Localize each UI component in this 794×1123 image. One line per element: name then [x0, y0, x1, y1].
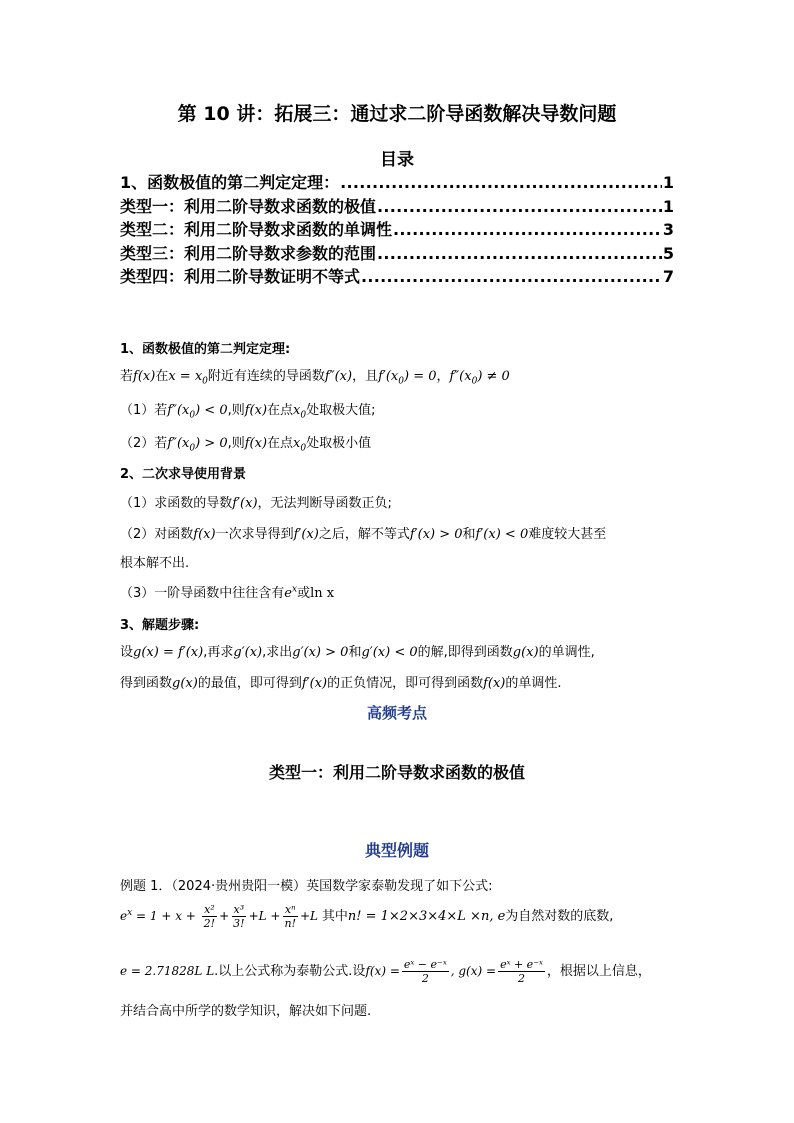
- math-fx: f(x): [133, 369, 156, 384]
- text: 在点: [267, 436, 294, 451]
- section2-item1: [120, 492, 392, 511]
- toc-entry[interactable]: [120, 241, 674, 265]
- toc-entry-label: 1、函数极值的第二判定定理：: [120, 173, 340, 192]
- math-lnx: ln x: [310, 586, 335, 601]
- math-g1x-lt0: g′(x) < 0: [361, 645, 418, 660]
- math-gx: g(x): [512, 645, 539, 660]
- text: ，根据以上信息，: [546, 964, 651, 979]
- text: 为自然对数的底数,: [505, 909, 614, 924]
- math-g1x-gt0: g′(x) > 0: [292, 645, 349, 660]
- text: 若: [120, 369, 134, 384]
- math-text: e: [120, 909, 128, 923]
- toc-leader: [377, 244, 662, 263]
- text: ，: [436, 369, 450, 384]
- math-ex: $e^x$: [284, 584, 298, 601]
- math-x-eq-x0: $x = x_0$: [168, 369, 208, 387]
- example-heading: 典型例题: [364, 841, 429, 860]
- math-taylor-tail: +L: [300, 909, 319, 923]
- math-taylor-plus-l: +L +: [248, 909, 281, 923]
- text: 和: [348, 645, 362, 660]
- math-taylor-left: $e^x$: [120, 908, 133, 923]
- fraction-x3: [231, 903, 246, 930]
- text: 或: [297, 586, 311, 601]
- text: 和: [462, 527, 476, 542]
- math-text: x: [293, 403, 301, 418]
- toc-entry-page: 3: [662, 220, 674, 239]
- text: 之后，解不等式: [318, 527, 410, 542]
- fraction-numerator: x²: [204, 903, 215, 916]
- math-f1x-gt0: f′(x) > 0: [409, 527, 463, 542]
- fraction-numerator: eˣ + e⁻ˣ: [500, 958, 543, 971]
- toc-leader: [340, 173, 662, 192]
- table-of-contents: [120, 170, 674, 288]
- text: 的解,即得到函数: [417, 645, 513, 660]
- math-taylor-a: = 1 + x +: [136, 909, 196, 923]
- text: 得到函数: [120, 676, 173, 691]
- text: （3）一阶导函数中往往含有: [120, 586, 285, 601]
- text: （1）求函数的导数: [120, 496, 233, 511]
- section2-item2-continued: 根本解不出.: [120, 556, 190, 571]
- text: 附近有连续的导函数: [207, 369, 325, 384]
- text: 的单调性,: [538, 645, 595, 660]
- text: （1）若: [120, 403, 168, 418]
- text: 的正负情况，即可得到函数: [327, 676, 484, 691]
- toc-entry-page: 1: [662, 196, 674, 216]
- toc-heading: 目录: [380, 150, 414, 170]
- math-fx: f(x): [244, 403, 268, 418]
- math-f2x0-ne0: $f''(x_0) \ne 0$: [449, 369, 510, 387]
- fraction-denominator: 2: [421, 972, 429, 985]
- fraction-denominator: 2: [517, 972, 525, 985]
- math-fx: f(x): [193, 527, 216, 542]
- toc-leader: [393, 220, 662, 239]
- section1-heading: 1、函数极值的第二判定定理:: [120, 342, 291, 357]
- math-gx-eq: , g(x) =: [450, 964, 497, 978]
- section2-item3: [120, 582, 334, 601]
- math-n-factorial: n! = 1×2×3×4×L ×n, e: [347, 909, 506, 924]
- fraction-denominator: n!: [284, 917, 296, 930]
- fraction-gx: [498, 958, 545, 985]
- math-e-value: e = 2.71828L L: [120, 964, 215, 978]
- toc-entry-page: 5: [662, 243, 674, 263]
- text: 在: [155, 369, 169, 384]
- text: ,则: [227, 403, 245, 418]
- math-text: f″(x: [167, 403, 190, 418]
- text: （2）对函数: [120, 527, 194, 542]
- fraction-numerator: eˣ − e⁻ˣ: [403, 958, 447, 971]
- text: 一次求导得到: [215, 527, 294, 542]
- section2-heading: 2、二次求导使用背景: [120, 467, 247, 482]
- type1-heading: 类型一：利用二阶导数求函数的极值: [268, 763, 525, 782]
- text: 难度较大甚至: [528, 527, 607, 542]
- text: ，无法判断导函数正负;: [257, 496, 392, 511]
- toc-entry[interactable]: [120, 217, 674, 241]
- document-title: 第 10 讲：拓展三：通过求二阶导函数解决导数问题: [177, 103, 617, 125]
- text: ,再求: [203, 645, 234, 660]
- example1-line3: [120, 958, 651, 985]
- math-gx-eq: g(x) = f′(x): [133, 645, 204, 660]
- example1-line1: 例题 1．（2024·贵州贵阳一模）英国数学家泰勒发现了如下公式:: [120, 879, 493, 894]
- text: ,求出: [262, 645, 293, 660]
- math-fx: f(x): [483, 676, 506, 691]
- fraction-numerator: x³: [233, 903, 245, 916]
- section1-item2: [120, 432, 371, 454]
- toc-entry-label: 类型三：利用二阶导数求参数的范围: [120, 243, 377, 263]
- section1-item1: [120, 399, 376, 421]
- fraction-xn: [282, 903, 298, 930]
- text: 设: [120, 645, 134, 660]
- toc-entry-page: 1: [662, 173, 674, 192]
- toc-leader: [361, 267, 662, 286]
- text: .以上公式称为泰勒公式.设: [214, 964, 366, 979]
- toc-entry-label: 类型四：利用二阶导数证明不等式: [120, 267, 361, 286]
- text: 其中: [321, 909, 348, 924]
- math-f1x: f′(x): [232, 496, 258, 511]
- fraction-denominator: 3!: [233, 917, 245, 930]
- math-text: f′(x: [378, 369, 399, 384]
- high-frequency-heading: 高频考点: [366, 704, 427, 722]
- fraction-fx: [402, 958, 449, 985]
- math-text: f″(x: [449, 369, 472, 384]
- toc-entry-page: 7: [662, 267, 674, 286]
- math-text: x = x: [168, 369, 203, 384]
- toc-entry-label: 类型二：利用二阶导数求函数的单调性: [120, 220, 393, 239]
- math-fx-eq: f(x) =: [365, 964, 400, 978]
- text: 处取极大值;: [306, 403, 376, 418]
- toc-entry[interactable]: [120, 264, 674, 288]
- math-f1x-lt0: f′(x) < 0: [475, 527, 529, 542]
- math-f1x: f′(x): [301, 676, 328, 691]
- math-f1x0-eq0: $f'(x_0) = 0$: [378, 369, 437, 387]
- math-text: x: [293, 436, 301, 451]
- toc-entry-label: 类型一：利用二阶导数求函数的极值: [120, 196, 377, 216]
- text: ，且: [352, 369, 379, 384]
- math-f2x0-gt0: $f''(x_0) > 0$: [167, 436, 228, 454]
- math-x0: $x_0$: [293, 436, 307, 454]
- text: 的单调性.: [505, 676, 562, 691]
- math-text: e: [284, 586, 292, 601]
- fraction-numerator: xⁿ: [284, 903, 296, 916]
- text: 的最值，即可得到: [197, 676, 302, 691]
- text: （2）若: [120, 436, 168, 451]
- example1-taylor-line: $e^x = 1 + x$ + $\frac{\text{x²}}{2!}$ + $\frac{\text{x³}}{3!}$ +L + $\frac{\text{xⁿ}}{n!}$ +L 其中n! = 1×2×3×4×L ×n, e为自然对数的底数,: [120, 903, 614, 930]
- math-f2x: f″(x): [324, 369, 353, 384]
- math-x0: $x_0$: [293, 403, 307, 421]
- math-fx: f(x): [244, 436, 268, 451]
- text: 在点: [267, 403, 294, 418]
- math-g1x: g′(x): [233, 645, 263, 660]
- math-f1x: f′(x): [293, 527, 319, 542]
- text: 处取极小值: [306, 436, 372, 451]
- fraction-x2: [202, 903, 217, 930]
- example1-line4: 并结合高中所学的数学知识，解决如下问题.: [120, 1004, 372, 1019]
- section3-line2: [120, 672, 562, 691]
- math-gx: g(x): [172, 676, 198, 691]
- section3-line1: [120, 641, 595, 660]
- math-f2x0-lt0: $f''(x_0) < 0$: [167, 403, 228, 421]
- toc-entry[interactable]: [120, 170, 674, 194]
- section2-item2: [120, 523, 606, 542]
- fraction-denominator: 2!: [203, 917, 216, 930]
- toc-entry[interactable]: [120, 194, 674, 218]
- math-text: f″(x: [167, 436, 190, 451]
- text: ,则: [227, 436, 245, 451]
- section1-line1: [120, 365, 510, 387]
- section3-heading: 3、解题步骤:: [120, 618, 200, 633]
- toc-leader: [377, 197, 662, 216]
